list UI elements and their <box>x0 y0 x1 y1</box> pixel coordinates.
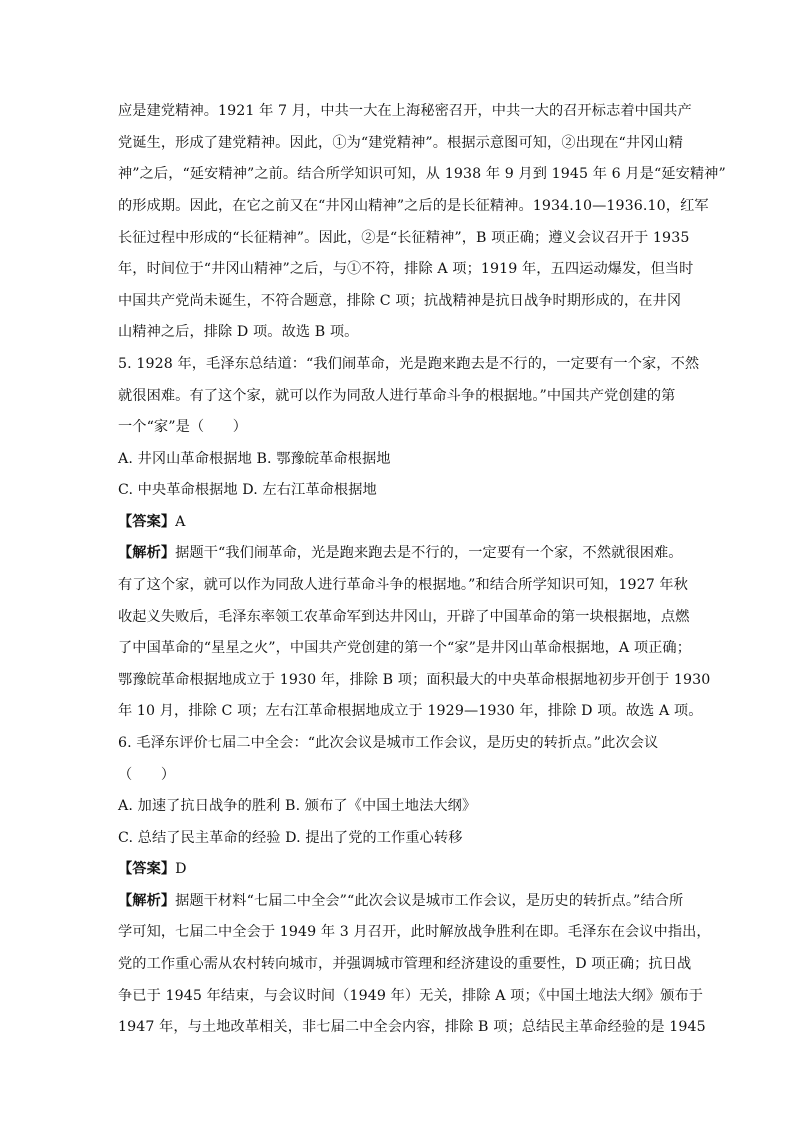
intro-line: 山精神之后，排除 D 项。故选 B 项。 <box>118 324 359 340</box>
question-6-analysis-line <box>118 891 688 911</box>
intro-line: 中国共产党尚未诞生，不符合题意，排除 C 项；抗战精神是抗日战争时期形成的，在井冈 <box>118 293 682 309</box>
question-6-stem-line: （ ） <box>118 767 176 783</box>
intro-line: 长征过程中形成的“长征精神”。因此，②是“长征精神”，B 项正确；遵义会议召开于 1935 <box>118 230 690 246</box>
intro-line: 应是建党精神。1921 年 7 月，中共一大在上海秘密召开，中共一大的召开标志着中国共产 <box>118 103 692 119</box>
analysis-label: 【解析】 <box>118 545 176 561</box>
question-6-options-row: A. 加速了抗日战争的胜利 B. 颁布了《中国土地法大纲》 <box>118 798 477 814</box>
answer-value: A <box>175 514 186 530</box>
question-5-stem-line: 就很困难。有了这个家，就可以作为同敌人进行革命斗争的根据地。”中国共产党创建的第 <box>118 388 676 404</box>
question-6-analysis-line: 1947 年，与土地改革相关，非七届二中全会内容，排除 B 项；总结民主革命经验的是 1945 <box>118 1019 706 1035</box>
question-6-analysis-line: 学可知，七届二中全会于 1949 年 3 月召开，此时解放战争胜利在即。毛泽东在会议中指出， <box>118 924 711 940</box>
question-5-analysis-line: 年 10 月，排除 C 项；左右江革命根据地成立于 1929—1930 年，排除 D 项。故选 A 项。 <box>118 703 703 719</box>
analysis-text: 据题干材料“七届二中全会”“此次会议是城市工作会议，是历史的转折点。”结合所 <box>175 893 684 909</box>
question-6-options-row: C. 总结了民主革命的经验 D. 提出了党的工作重心转移 <box>118 830 463 846</box>
analysis-label: 【解析】 <box>118 893 176 909</box>
question-6-answer <box>118 859 688 879</box>
question-5-options-row: C. 中央革命根据地 D. 左右江革命根据地 <box>118 482 377 498</box>
answer-label: 【答案】 <box>118 514 176 530</box>
analysis-text: 据题干“我们闹革命，光是跑来跑去是不行的，一定要有一个家，不然就很困难。 <box>175 545 683 561</box>
question-5-analysis-line: 鄂豫皖革命根据地成立于 1930 年，排除 B 项；面积最大的中央革命根据地初步开创于 1930 <box>118 672 711 688</box>
question-5-stem-line: 一个“家”是（ ） <box>118 419 248 435</box>
intro-line: 党诞生，形成了建党精神。因此，①为“建党精神”。根据示意图可知，②出现在“井冈山精 <box>118 135 683 151</box>
intro-line: 的形成期。因此，在它之前又在“井冈山精神”之后的是长征精神。1934.10—1936.10，红军 <box>118 198 709 214</box>
question-5-options-row: A. 井冈山革命根据地 B. 鄂豫皖革命根据地 <box>118 451 391 467</box>
question-6-stem-line: 6. 毛泽东评价七届二中全会：“此次会议是城市工作会议，是历史的转折点。”此次会议 <box>118 735 659 751</box>
intro-line: 年，时间位于“井冈山精神”之后，与①不符，排除 A 项；1919 年，五四运动爆发，但当时 <box>118 261 694 277</box>
question-6-analysis-line: 争已于 1945 年结束，与会议时间（1949 年）无关，排除 A 项；《中国土地法大纲》颁布于 <box>118 988 704 1004</box>
question-5-analysis-line: 有了这个家，就可以作为同敌人进行革命斗争的根据地。”和结合所学知识可知，1927 年秋 <box>118 577 689 593</box>
question-5-analysis-line <box>118 543 688 563</box>
intro-line: 神”之后，“延安精神”之前。结合所学知识可知，从 1938 年 9 月到 1945 年 6 月是“延安精神” <box>118 166 726 182</box>
answer-label: 【答案】 <box>118 861 176 877</box>
question-5-analysis-line: 了中国革命的“星星之火”，中国共产党创建的第一个“家”是井冈山革命根据地，A 项正确； <box>118 640 692 656</box>
question-5-stem-line: 5. 1928 年，毛泽东总结道：“我们闹革命，光是跑来跑去是不行的，一定要有一个家，不然 <box>118 356 700 372</box>
question-6-analysis-line: 党的工作重心需从农村转向城市，并强调城市管理和经济建设的重要性，D 项正确；抗日战 <box>118 956 692 972</box>
question-5-answer <box>118 512 688 532</box>
question-5-analysis-line: 收起义失败后，毛泽东率领工农革命军到达井冈山，开辟了中国革命的第一块根据地，点燃 <box>118 609 690 625</box>
answer-value: D <box>175 861 187 877</box>
